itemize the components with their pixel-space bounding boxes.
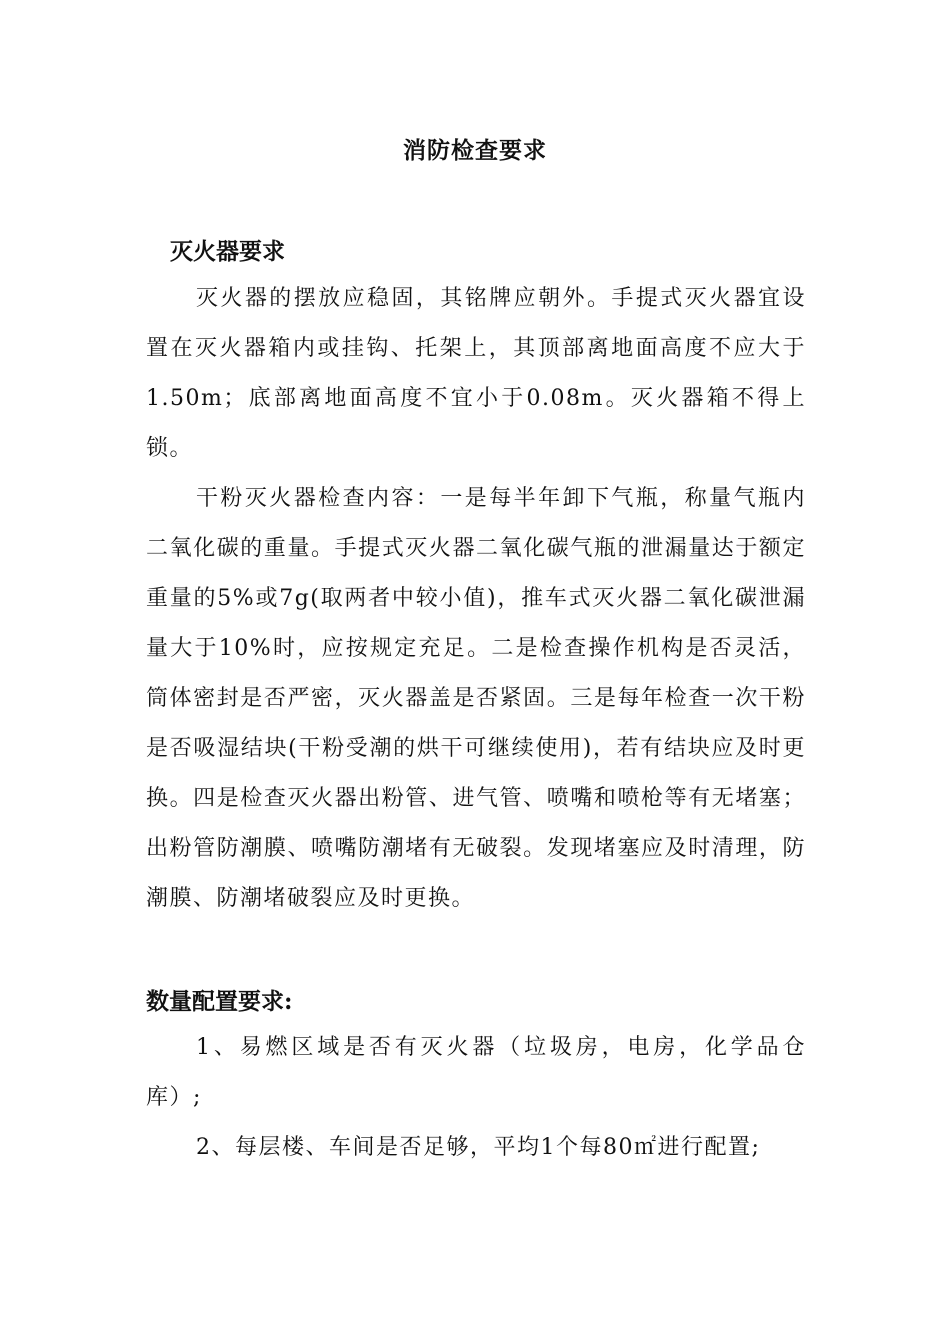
- document-title: 消防检查要求: [403, 137, 547, 164]
- section-heading-extinguisher: 灭火器要求: [170, 238, 285, 265]
- paragraph-inspection: 干粉灭火器检查内容：一是每半年卸下气瓶，称量气瓶内二氧化碳的重量。手提式灭火器二氧化碳气瓶的泄漏量达于额定重量的5%或7g(取两者中较小值)，推车式灭火器二氧化碳泄漏量大于10%时，应按规定充足。二是检查操作机构是否灵活，筒体密封是否严密，灭火器盖是否紧固。三是每年检查一次干粉是否吸湿结块(干粉受潮的烘干可继续使用)，若有结块应及时更换。四是检查灭火器出粉管、进气管、喷嘴和喷枪等有无堵塞；出粉管防潮膜、喷嘴防潮堵有无破裂。发现堵塞应及时清理，防潮膜、防潮堵破裂应及时更换。: [146, 486, 806, 911]
- paragraph-placement: 灭火器的摆放应稳固，其铭牌应朝外。手提式灭火器宜设置在灭火器箱内或挂钩、托架上，其顶部离地面高度不应大于1.50m；底部离地面高度不宜小于0.08m。灭火器箱不得上锁。: [146, 286, 806, 461]
- list-item-flammable-areas: 1、易燃区域是否有灭火器（垃圾房，电房，化学品仓库）;: [146, 1035, 806, 1110]
- section-heading-quantity: 数量配置要求:: [146, 988, 293, 1015]
- list-item-floor-coverage: 2、每层楼、车间是否足够，平均1个每80㎡进行配置;: [196, 1135, 761, 1160]
